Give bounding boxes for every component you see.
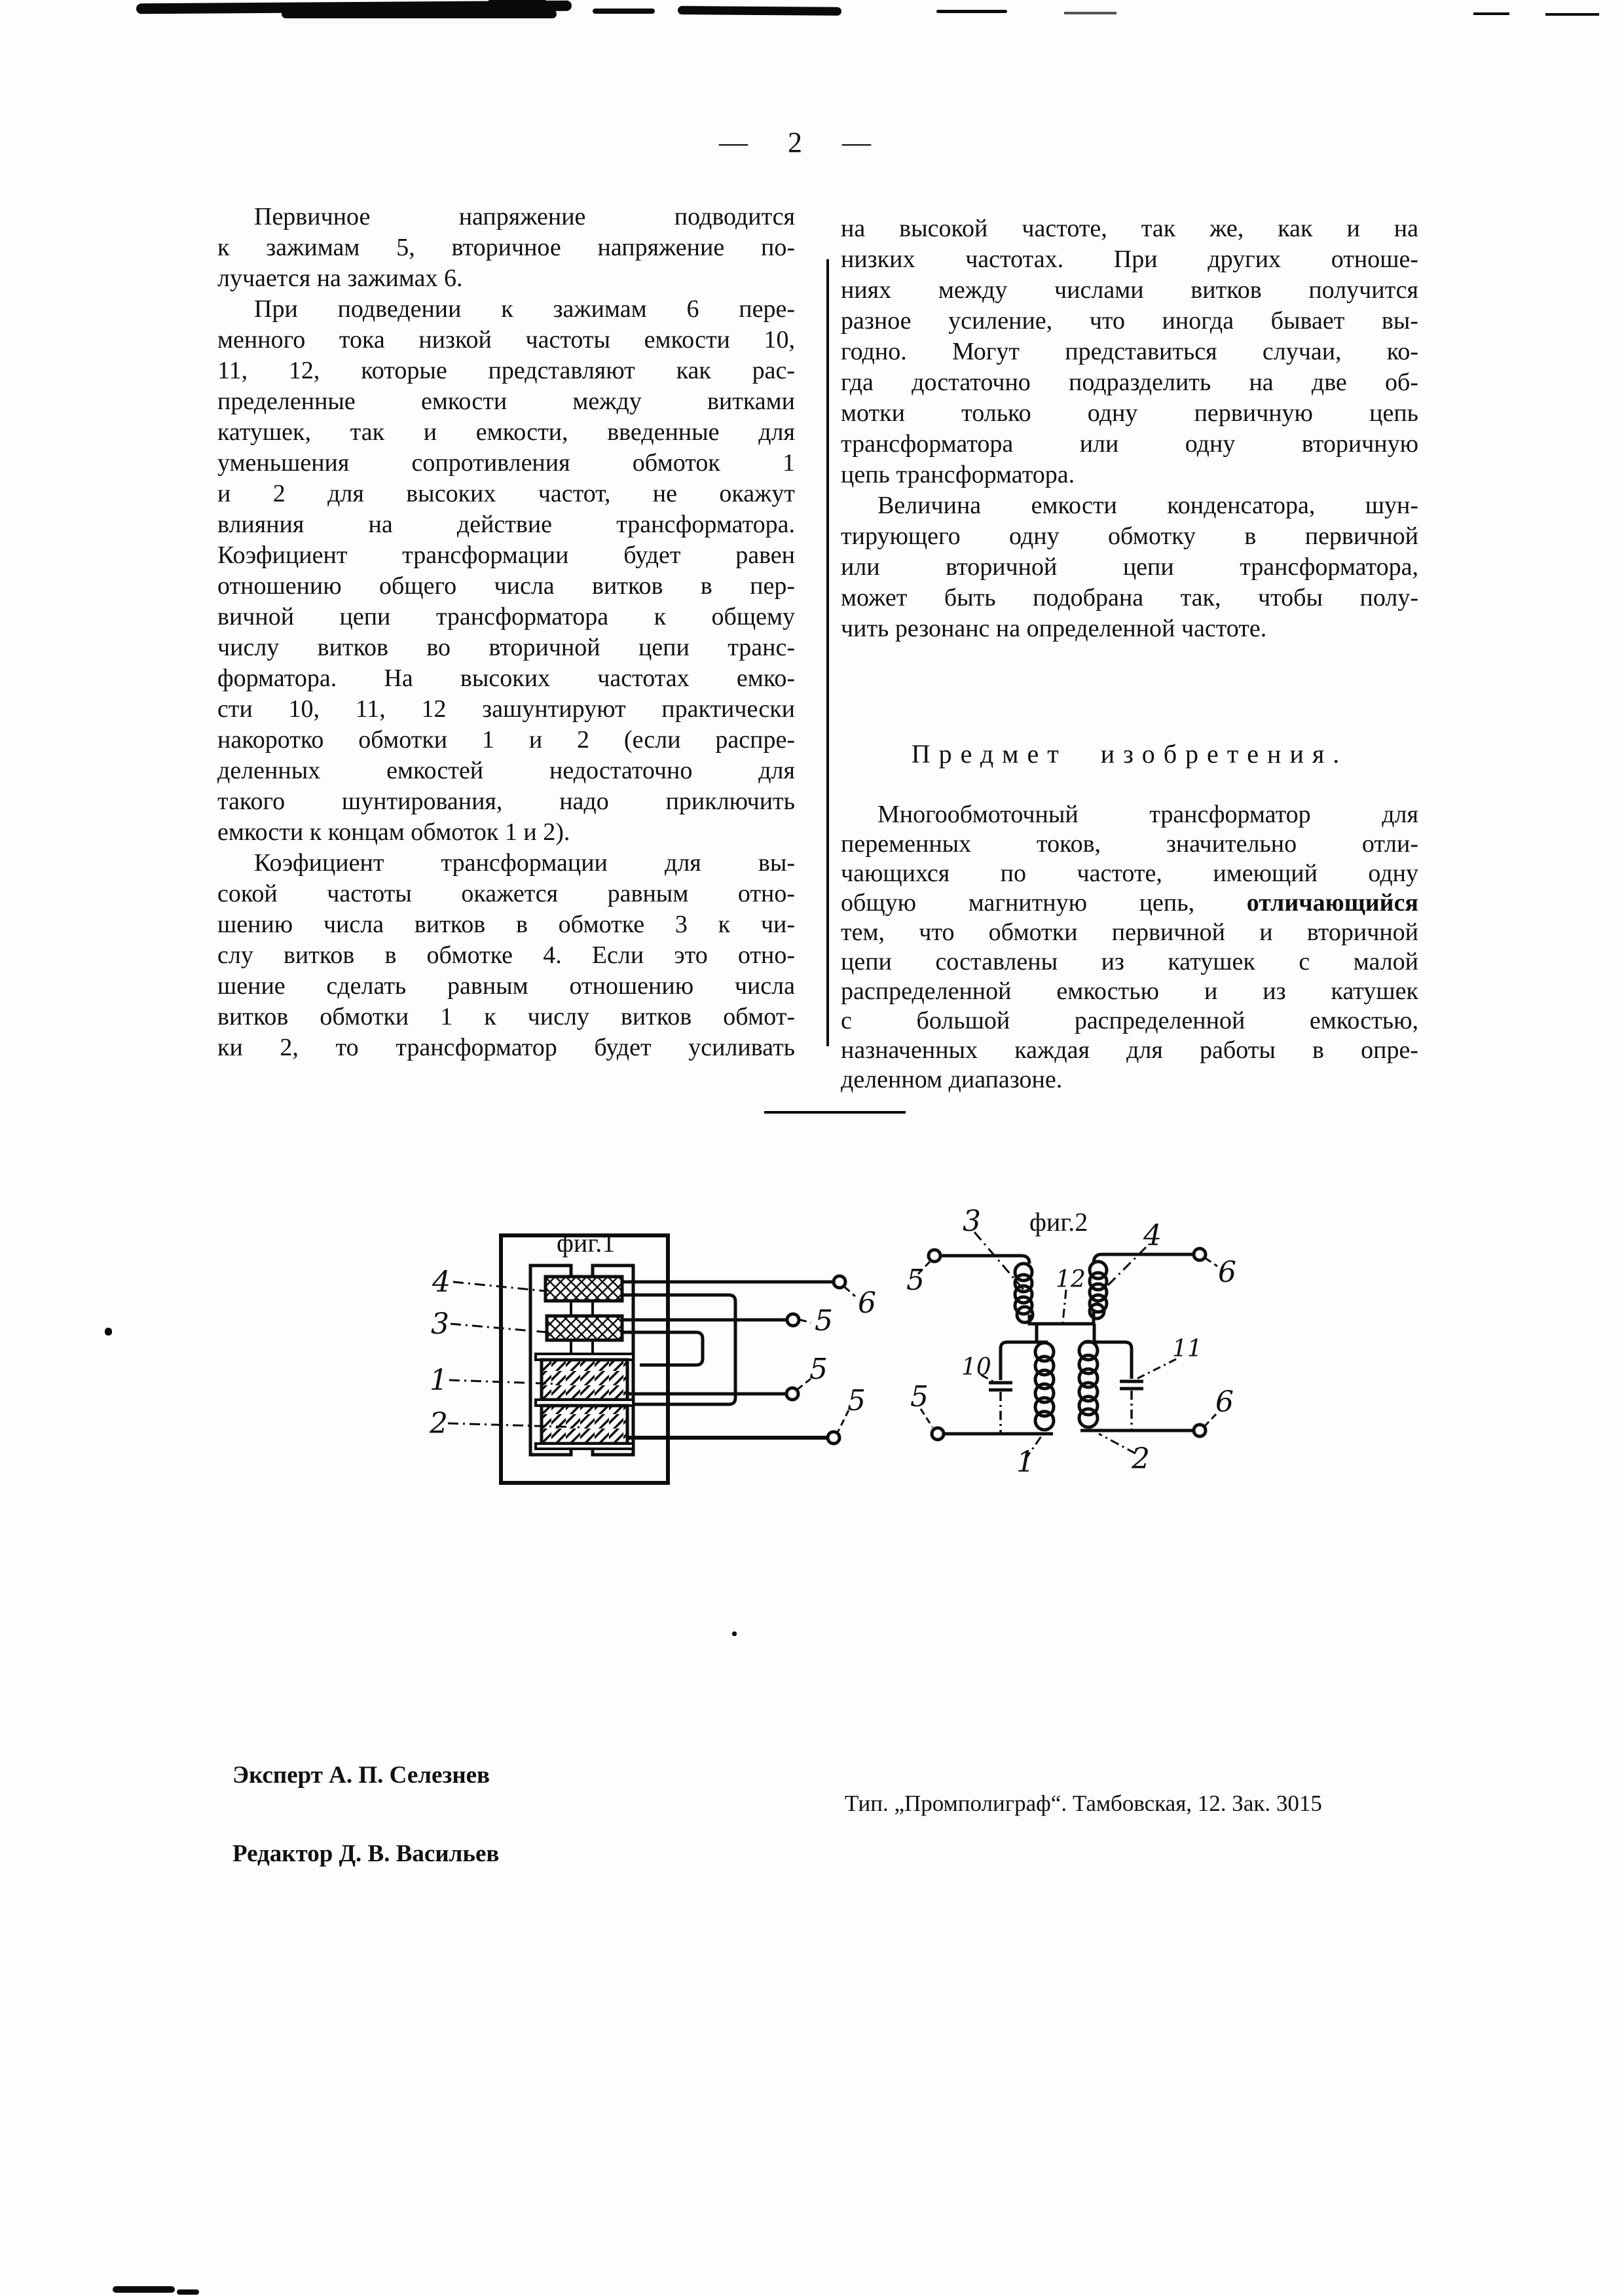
text-line: витков обмотки 1 к числу витков обмот- <box>217 1003 795 1030</box>
fig1-terminal-5-mid <box>786 1388 798 1400</box>
fig2-label-4: 4 <box>1143 1219 1162 1252</box>
page-number: — 2 — <box>719 126 879 158</box>
text-line: 11, 12, которые представляют как рас- <box>217 357 795 384</box>
fig2-label-2: 2 <box>1132 1442 1150 1476</box>
text-line: числу витков во вторичной цепи транс- <box>217 634 795 661</box>
fig1-label-terminal5-bot: 5 <box>847 1384 866 1417</box>
fig2-coil3 <box>1015 1264 1033 1322</box>
fig2-terminal-5-top <box>929 1250 940 1262</box>
scan-smudge <box>113 2286 175 2293</box>
text-line: низких частотах. При других отноше- <box>841 246 1418 273</box>
text-line: общую магнитную цепь, отличающийся <box>841 889 1418 917</box>
fig2-leader-t6-top <box>1206 1258 1217 1266</box>
text-line: емкости к концам обмоток 1 и 2). <box>217 818 570 846</box>
paragraph <box>841 490 1418 644</box>
fig1-label-coil4: 4 <box>432 1266 451 1299</box>
fig1-leader-t6 <box>845 1287 855 1296</box>
text-line: Многообмоточный трансформатор для <box>877 801 1418 828</box>
text-line: и 2 для высоких частот, не окажут <box>217 480 795 507</box>
fig2-wire-top-left <box>940 1256 1029 1264</box>
text-line: или вторичной цепи трансформатора, <box>841 553 1418 581</box>
text-line: ниях между числами витков получится <box>841 276 1418 304</box>
fig1-coil4 <box>545 1277 622 1301</box>
fig2-centre-connector <box>1029 1312 1094 1324</box>
text-line: влияния на действие трансформатора. <box>217 511 795 538</box>
figure-2-circuit-schematic <box>891 1178 1283 1545</box>
text-line: переменных токов, значительно отли- <box>841 830 1418 858</box>
text-line: распределенной емкостью и из катушек <box>841 977 1418 1005</box>
paragraph <box>841 800 1418 1095</box>
fig2-label-1: 1 <box>1016 1446 1035 1479</box>
fig2-label-terminal5-bot: 5 <box>910 1380 929 1413</box>
scan-smudge <box>1473 12 1509 15</box>
figure-2-caption: фиг.2 <box>1029 1207 1088 1237</box>
text-line: тем, что обмотки первичной и вторичной <box>841 919 1418 946</box>
text-line: назначенных каждая для работы в опре- <box>841 1036 1418 1064</box>
fig2-label-terminal5-top: 5 <box>906 1264 925 1297</box>
scan-smudge <box>1545 13 1599 16</box>
text-line: такого шунтирования, надо приключить <box>217 788 795 815</box>
text-column-right-claims <box>841 800 1418 1095</box>
text-line: ки 2, то трансформатор будет усиливать <box>217 1034 795 1061</box>
scan-smudge <box>282 10 557 18</box>
fig2-label-10: 10 <box>961 1354 991 1381</box>
fig1-leader-t5-mid <box>798 1379 811 1389</box>
text-line: шение сделать равным отношению числа <box>217 972 795 1000</box>
text-line: деленных емкостей недостаточно для <box>217 757 795 784</box>
text-line: трансформатора или одну вторичную <box>841 430 1418 458</box>
fig2-capacitor-11 <box>1120 1381 1143 1389</box>
text-line: чить резонанс на определенной частоте. <box>841 615 1267 642</box>
scan-smudge <box>488 0 547 4</box>
footer-expert-name: Эксперт А. П. Селезнев <box>232 1762 490 1789</box>
scan-speck <box>105 1328 112 1336</box>
fig2-leader-11 <box>1137 1359 1176 1379</box>
fig2-leader-3 <box>974 1232 1025 1291</box>
fig2-coil2 <box>1079 1341 1098 1427</box>
text-line: может быть подобрана так, чтобы полу- <box>841 584 1418 611</box>
column-divider-rule <box>826 259 829 1046</box>
fig2-coil4 <box>1090 1262 1107 1319</box>
text-line: уменьшения сопротивления обмоток 1 <box>217 449 795 477</box>
text-line: тирующего одну обмотку в первичной <box>841 522 1418 550</box>
text-line: деленном диапазоне. <box>841 1066 1063 1093</box>
text-line: Первичное напряжение подводится <box>254 203 795 230</box>
fig1-leader-t5-top <box>800 1320 811 1322</box>
fig1-label-coil2: 2 <box>430 1407 448 1440</box>
fig1-wire-loop-right <box>622 1295 735 1404</box>
fig2-leader-2 <box>1099 1434 1135 1453</box>
fig1-label-coil3: 3 <box>431 1307 449 1341</box>
text-line: цепь трансформатора. <box>841 461 1075 488</box>
fig1-label-coil1: 1 <box>430 1364 448 1397</box>
fig1-coil1 <box>542 1360 627 1400</box>
fig1-terminal-6 <box>834 1276 845 1288</box>
text-line: отношению общего числа витков в пер- <box>217 572 795 600</box>
text-line: форматора. На высоких частотах емко- <box>217 665 795 692</box>
paragraph <box>217 848 795 1063</box>
fig2-terminal-5-bot <box>932 1428 944 1440</box>
fig1-label-terminal5-top: 5 <box>815 1304 833 1338</box>
fig1-coil2 <box>542 1406 627 1444</box>
text-line: гда достаточно подразделить на две об- <box>841 369 1418 396</box>
fig2-label-terminal6-bot: 6 <box>1215 1385 1234 1419</box>
claims-heading: Предмет изобретения. <box>911 739 1348 769</box>
text-line: сти 10, 11, 12 зашунтируют практически <box>217 695 795 723</box>
text-line: с большой распределенной емкостью, <box>841 1007 1418 1034</box>
paragraph <box>217 202 795 294</box>
fig2-terminal-6-bot <box>1194 1425 1206 1436</box>
fig2-label-11: 11 <box>1172 1336 1202 1362</box>
scan-smudge <box>936 10 1007 13</box>
footer-printing-house: Тип. „Промполиграф“. Тамбовская, 12. Зак. 3015 <box>845 1791 1322 1816</box>
scan-smudge <box>678 6 841 16</box>
text-line: годно. Могут представиться случаи, ко- <box>841 338 1418 365</box>
fig1-terminal-5-top <box>787 1314 799 1326</box>
text-line: к зажимам 5, вторичное напряжение по- <box>217 234 795 261</box>
fig2-capacitor-10 <box>989 1383 1012 1390</box>
text-line: мотки только одну первичную цепь <box>841 399 1418 427</box>
text-line: цепи составлены из катушек с малой <box>841 948 1418 975</box>
scan-smudge <box>1064 12 1116 14</box>
text-line: слу витков в обмотке 4. Если это отно- <box>217 941 795 969</box>
fig1-label-terminal6: 6 <box>858 1286 876 1320</box>
text-line: шению числа витков в обмотке 3 к чи- <box>217 911 795 938</box>
text-line: менного тока низкой частоты емкости 10, <box>217 326 795 354</box>
text-line: Коэфициент трансформации будет равен <box>217 541 795 569</box>
text-line: чающихся по частоте, имеющий одну <box>841 860 1418 887</box>
fig2-label-3: 3 <box>963 1205 981 1238</box>
fig2-label-12: 12 <box>1056 1266 1086 1293</box>
text-line: лучается на зажимах 6. <box>217 264 463 292</box>
fig2-terminal-6-top <box>1194 1248 1206 1260</box>
figure-1-caption: фиг.1 <box>557 1228 616 1258</box>
text-line: накоротко обмотки 1 и 2 (если распре- <box>217 726 795 754</box>
text-line: При подведении к зажимам 6 пере- <box>254 295 795 323</box>
section-divider-rule <box>764 1111 906 1114</box>
scan-smudge <box>593 9 655 14</box>
fig1-terminal-5-bot <box>828 1432 840 1444</box>
text-line: катушек, так и емкости, введенные для <box>217 418 795 446</box>
paragraph <box>841 213 1418 490</box>
fig1-label-terminal5-mid: 5 <box>809 1353 828 1386</box>
fig1-coil3 <box>547 1316 622 1340</box>
text-line: Коэфициент трансформации для вы- <box>254 849 795 877</box>
figure-1-transformer-section <box>393 1198 904 1506</box>
text-line: разное усиление, что иногда бывает вы- <box>841 307 1418 335</box>
fig2-coil1 <box>1035 1343 1054 1430</box>
footer-editor-name: Редактор Д. В. Васильев <box>232 1840 500 1867</box>
text-column-right <box>841 213 1418 644</box>
fig2-leader-t6-bot <box>1205 1414 1216 1426</box>
text-column-left <box>217 202 795 1063</box>
fig2-wire-top-right <box>1094 1254 1194 1264</box>
text-line: на высокой частоте, так же, как и на <box>841 215 1418 242</box>
text-line: Величина емкости конденсатора, шун- <box>877 492 1418 519</box>
fig2-label-terminal6-top: 6 <box>1218 1256 1236 1289</box>
paragraph <box>217 294 795 848</box>
scan-speck <box>177 2289 199 2295</box>
text-line: сокой частоты окажется равным отно- <box>217 880 795 907</box>
fig1-flange-bottom <box>536 1444 633 1449</box>
scan-speck <box>732 1631 737 1636</box>
text-line: вичной цепи трансформатора к общему <box>217 603 795 630</box>
fig2-leader-12 <box>1063 1290 1066 1322</box>
text-line: пределенные емкости между витками <box>217 388 795 415</box>
